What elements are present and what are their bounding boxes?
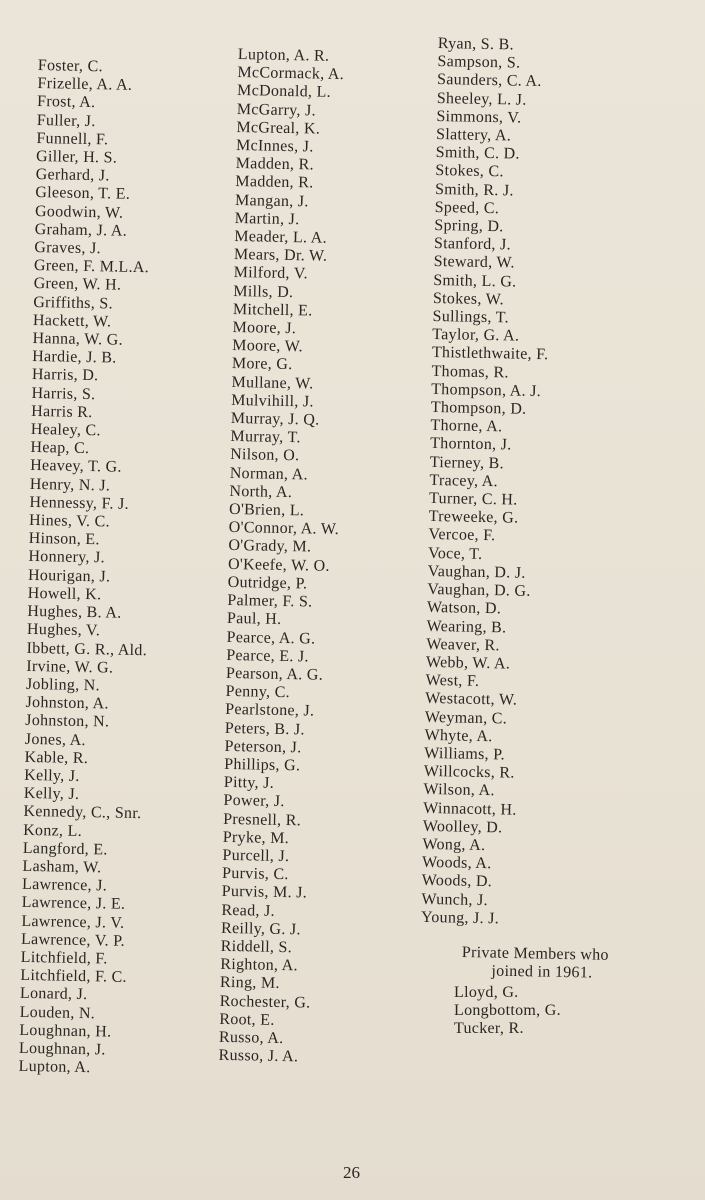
member-name: Purvis, C.: [221, 864, 289, 884]
member-name: Litchfield, F. C.: [20, 966, 127, 987]
member-name: Moore, W.: [232, 337, 304, 356]
member-name: Johnston, N.: [25, 712, 110, 731]
member-name: Hardie, J. B.: [32, 348, 117, 367]
member-name: Tucker, R.: [454, 1020, 524, 1038]
member-name: O'Grady, M.: [228, 537, 312, 556]
member-name: More, G.: [231, 355, 293, 374]
member-name: Reilly, G. J.: [220, 919, 301, 939]
member-name: Louden, N.: [19, 1003, 96, 1022]
member-name: Penny, C.: [225, 682, 291, 702]
member-name: Konz, L.: [22, 821, 83, 840]
member-name: Pearce, A. G.: [226, 628, 316, 648]
member-name: Howell, K.: [27, 584, 102, 604]
member-name: Steward, W.: [433, 253, 515, 272]
private-members-heading: [461, 944, 609, 983]
member-name: Lawrence, J.: [21, 875, 108, 895]
member-name: Lawrence, J. E.: [21, 894, 126, 914]
member-name: Purvis, M. J.: [221, 883, 308, 902]
member-name: Johnston, A.: [25, 693, 109, 713]
member-name: Murray, T.: [230, 428, 301, 447]
member-name: Kennedy, C., Snr.: [23, 803, 142, 823]
member-name: McDonald, L.: [236, 82, 332, 102]
member-name: Frizelle, A. A.: [37, 75, 133, 95]
member-name: Thompson, D.: [430, 398, 527, 418]
member-name: McCormack, A.: [237, 64, 345, 84]
member-name: Saunders, C. A.: [436, 71, 542, 91]
member-name: Mangan, J.: [234, 191, 309, 211]
member-name: Vaughan, D. G.: [427, 580, 531, 600]
member-name: Meader, L. A.: [234, 227, 328, 247]
member-name: Thornton, J.: [429, 435, 512, 454]
member-name: Foster, C.: [37, 57, 104, 76]
member-name: Presnell, R.: [222, 810, 302, 829]
member-name: West, F.: [425, 671, 480, 691]
member-name: Lonard, J.: [19, 985, 88, 1004]
member-name: Harris, S.: [31, 384, 96, 403]
member-name: Mulvihill, J.: [231, 391, 314, 411]
member-name: Longbottom, G.: [454, 1002, 561, 1020]
member-name: Palmer, F. S.: [227, 591, 313, 611]
member-name: Martin, J.: [234, 209, 300, 229]
member-name: Heap, C.: [30, 439, 90, 458]
member-name: Graham, J. A.: [34, 220, 128, 240]
member-name: Ibbett, G. R., Ald.: [26, 639, 148, 659]
member-name: Purcell, J.: [222, 846, 290, 866]
member-name: Kable, R.: [24, 748, 89, 767]
member-name: Tracey, A.: [429, 471, 499, 491]
member-name: Heavey, T. G.: [29, 457, 122, 477]
member-name: Hennessy, F. J.: [29, 493, 130, 513]
member-name: Webb, W. A.: [425, 653, 511, 673]
member-name: Root, E.: [219, 1010, 275, 1029]
member-name: Simmons, V.: [436, 107, 522, 127]
member-name: Pryke, M.: [222, 828, 290, 847]
member-name: Power, J.: [223, 792, 285, 811]
member-name: Norman, A.: [229, 464, 309, 484]
member-name: Weaver, R.: [426, 635, 500, 654]
member-name: O'Connor, A. W.: [228, 519, 340, 539]
member-name: Loughnan, J.: [18, 1039, 106, 1059]
member-name: Treweeke, G.: [428, 508, 519, 527]
member-name: Hinson, E.: [28, 530, 100, 549]
member-name: Milford, V.: [233, 264, 309, 283]
member-name: Williams, P.: [424, 744, 506, 764]
member-name: Hughes, V.: [26, 621, 101, 640]
member-name: Healey, C.: [30, 420, 101, 440]
member-name: Spring, D.: [434, 216, 504, 236]
name-column-2: [218, 46, 348, 1067]
member-name: Taylor, G. A.: [432, 326, 520, 345]
member-name: Green, W. H.: [33, 275, 122, 295]
member-name: Wunch, J.: [421, 890, 489, 909]
name-column-3: [421, 35, 555, 929]
member-name: Kelly, J.: [23, 784, 80, 804]
member-name: Mears, Dr. W.: [233, 246, 328, 265]
member-name: Fuller, J.: [36, 111, 96, 130]
member-name: Lawrence, J. V.: [21, 912, 125, 932]
member-name: Tierney, B.: [429, 453, 505, 473]
member-name: Phillips, G.: [224, 755, 301, 775]
member-name: Riddell, S.: [220, 937, 293, 957]
member-name: Madden, R.: [235, 155, 314, 174]
heading-line-1: Private Members who: [461, 944, 609, 964]
member-name: Pearce, E. J.: [226, 646, 309, 666]
member-name: Vercoe, F.: [428, 526, 496, 545]
member-name: Ryan, S. B.: [437, 35, 515, 54]
member-name: Turner, C. H.: [428, 489, 518, 509]
member-name: Wong, A.: [422, 835, 486, 854]
member-name: Vaughan, D. J.: [427, 562, 526, 582]
member-name: Thomas, R.: [431, 362, 509, 382]
member-name: Pearson, A. G.: [225, 664, 324, 684]
member-name: Funnell, F.: [36, 129, 109, 149]
member-name: Stokes, C.: [435, 162, 504, 181]
member-name: Willcocks, R.: [423, 762, 515, 782]
member-name: Westacott, W.: [425, 690, 518, 709]
member-name: Hines, V. C.: [28, 511, 111, 531]
member-name: Peterson, J.: [224, 737, 302, 757]
member-name: Read, J.: [221, 901, 276, 920]
member-name: Harris R.: [31, 402, 93, 421]
member-name: Voce, T.: [427, 544, 483, 563]
member-name: Mullane, W.: [231, 373, 314, 393]
member-name: Langford, E.: [22, 839, 108, 859]
member-name: Kelly, J.: [24, 766, 80, 785]
member-name: Mitchell, E.: [232, 300, 313, 320]
member-name: Murray, J. Q.: [230, 409, 320, 429]
member-name: O'Keefe, W. O.: [227, 555, 330, 575]
member-name: Pearlstone, J.: [225, 701, 315, 720]
member-name: Paul, H.: [226, 610, 282, 629]
member-name: Righton, A.: [220, 955, 299, 975]
member-name: Winnacott, H.: [422, 799, 517, 819]
member-name: Whyte, A.: [424, 726, 493, 745]
member-name: Lawrence, V. P.: [20, 930, 126, 950]
member-name: Lupton, A.: [18, 1057, 91, 1077]
member-name: Gerhard, J.: [35, 166, 110, 185]
member-name: Lasham, W.: [22, 857, 102, 877]
member-name: Stokes, W.: [432, 289, 505, 309]
member-name: Mills, D.: [233, 282, 294, 301]
member-name: McGreal, K.: [236, 118, 321, 138]
member-name: Lupton, A. R.: [237, 46, 330, 65]
member-name: Sullings, T.: [432, 307, 510, 327]
member-name: Sheeley, L. J.: [436, 89, 527, 109]
member-name: North, A.: [229, 482, 293, 501]
member-name: Litchfield, F.: [20, 948, 108, 968]
member-name: Frost, A.: [36, 93, 96, 112]
member-name: Jobling, N.: [25, 675, 101, 695]
member-name: Watson, D.: [426, 599, 502, 618]
member-name: Stanford, J.: [433, 235, 512, 254]
member-name: Moore, J.: [232, 318, 297, 338]
member-name: Sampson, S.: [437, 53, 521, 72]
member-name: Thompson, A. J.: [431, 380, 542, 400]
member-name: Smith, L. G.: [433, 271, 517, 291]
member-name: Young, J. J.: [420, 908, 500, 928]
member-name: Gleeson, T. E.: [35, 184, 131, 204]
member-name: Hanna, W. G.: [32, 329, 124, 349]
member-name: Woolley, D.: [422, 817, 503, 837]
member-name: Russo, A.: [218, 1028, 284, 1048]
member-name: Wilson, A.: [423, 781, 495, 800]
member-name: Woods, D.: [421, 872, 493, 891]
member-name: Hourigan, J.: [27, 566, 111, 586]
member-name: McGarry, J.: [236, 100, 317, 120]
member-name: McInnes, J.: [235, 136, 314, 156]
member-name: Peters, B. J.: [224, 719, 305, 738]
member-name: Pitty, J.: [223, 773, 275, 792]
member-name: Thistlethwaite, F.: [431, 344, 549, 364]
private-members-list: [454, 984, 561, 1039]
member-name: Irvine, W. G.: [26, 657, 114, 677]
member-name: Slattery, A.: [435, 125, 512, 145]
member-name: Russo, J. A.: [218, 1046, 299, 1066]
member-name: Speed, C.: [434, 198, 500, 218]
member-name: Ring, M.: [219, 974, 280, 993]
member-name: Loughnan, H.: [19, 1021, 112, 1041]
member-name: Weyman, C.: [424, 708, 508, 727]
member-name: Hughes, B. A.: [27, 602, 122, 622]
member-name: Nilson, O.: [229, 446, 300, 465]
member-name: Griffiths, S.: [33, 293, 114, 313]
member-name: Wearing, B.: [426, 617, 507, 636]
member-name: Green, F. M.L.A.: [33, 257, 150, 277]
member-name: Madden, R.: [235, 173, 314, 192]
member-name: Rochester, G.: [219, 992, 311, 1012]
member-name: Thorne, A.: [430, 417, 503, 436]
name-column-1: [18, 57, 158, 1078]
member-name: Smith, R. J.: [434, 180, 514, 200]
member-name: Giller, H. S.: [35, 147, 118, 167]
member-name: Jones, A.: [24, 730, 86, 749]
member-name: Smith, C. D.: [435, 144, 520, 163]
member-name: Honnery, J.: [28, 548, 106, 567]
member-name: Henry, N. J.: [29, 475, 111, 495]
heading-line-2: joined in 1961.: [491, 962, 593, 982]
member-name: Hackett, W.: [32, 311, 112, 331]
page-number: 26: [343, 1163, 360, 1182]
member-name: Outridge, P.: [227, 573, 308, 593]
member-name: Harris, D.: [31, 366, 99, 385]
member-name: Woods, A.: [421, 853, 492, 873]
member-name: O'Brien, L.: [228, 500, 305, 520]
member-name: Goodwin, W.: [34, 202, 124, 222]
member-name: Graves, J.: [34, 238, 102, 258]
member-name: Lloyd, G.: [454, 984, 519, 1001]
